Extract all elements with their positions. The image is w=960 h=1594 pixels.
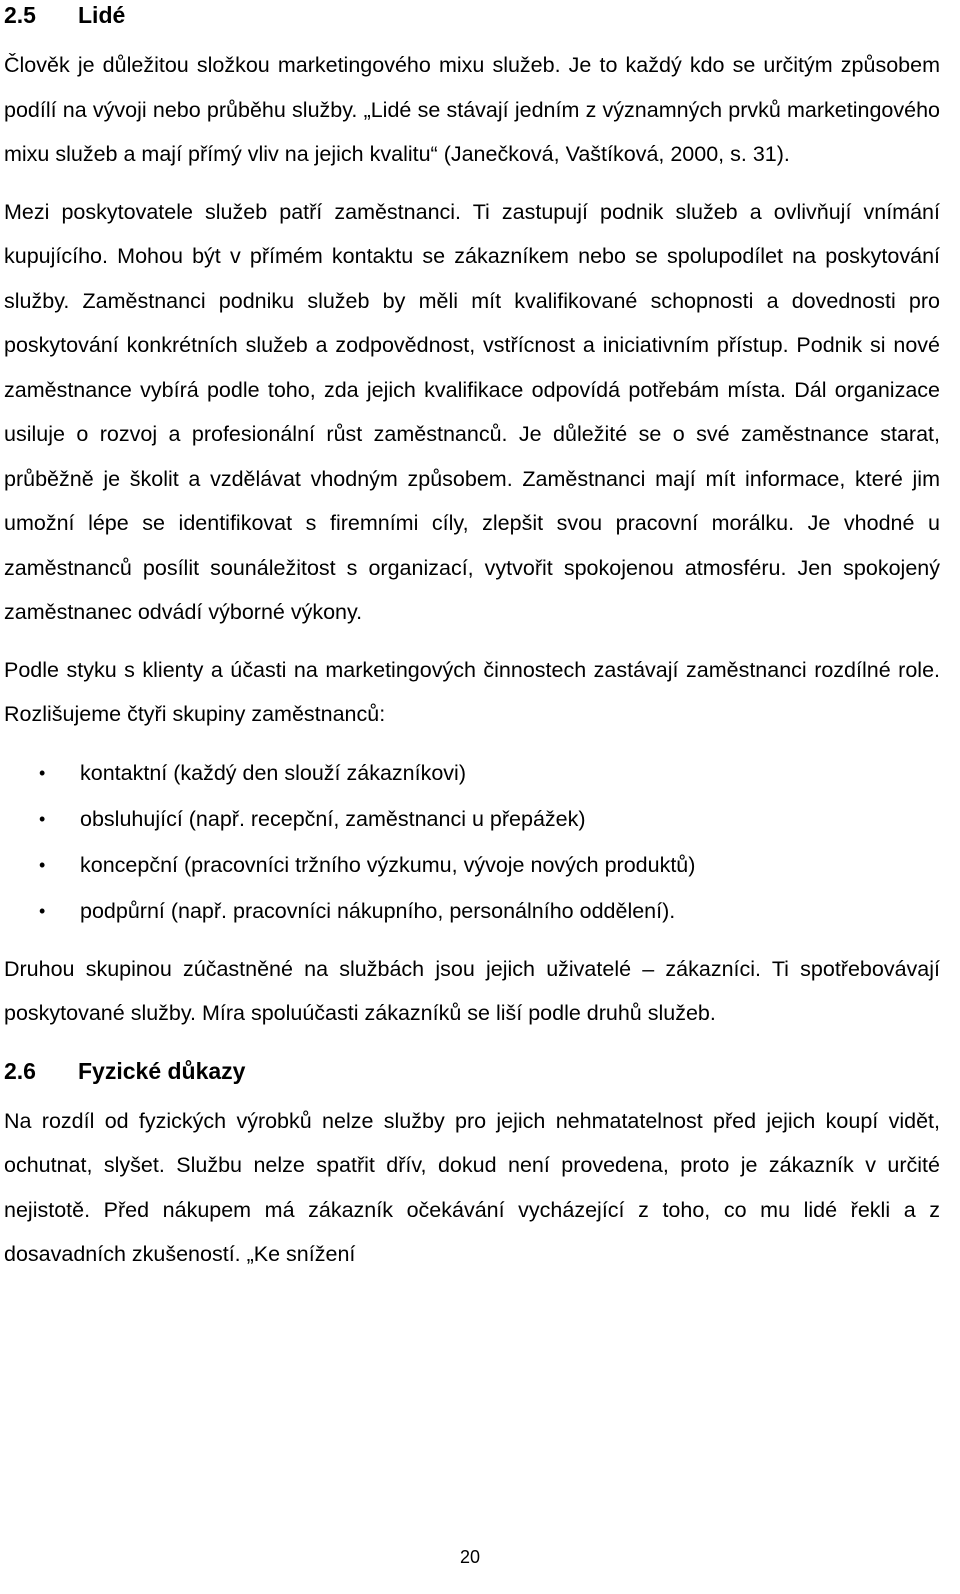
list-item-text: podpůrní (např. pracovníci nákupního, personálního oddělení). xyxy=(80,898,676,923)
list-item-text: obsluhující (např. recepční, zaměstnanci u přepážek) xyxy=(80,806,586,831)
section-number: 2.6 xyxy=(4,1057,36,1084)
section-heading-lide xyxy=(4,0,940,30)
section-number: 2.5 xyxy=(4,2,36,28)
document-page xyxy=(4,0,940,1277)
list-item xyxy=(4,796,940,842)
list-item xyxy=(4,750,940,796)
list-item-text: koncepční (pracovníci tržního výzkumu, vývoje nových produktů) xyxy=(80,852,696,877)
bullet-icon: • xyxy=(39,762,46,783)
bullet-icon: • xyxy=(39,808,46,829)
section-title: Fyzické důkazy xyxy=(78,1057,246,1084)
bullet-icon: • xyxy=(39,854,46,875)
paragraph: Člověk je důležitou složkou marketingového mixu služeb. Je to každý kdo se určitým způsobem podílí na vývoji nebo průběhu služby. „Lidé se stávají jedním z významných prvků marketingového mixu služeb a mají přímý vliv na jejich kvalitu“ (Janečková, Vaštíková, 2000, s. 31). xyxy=(4,53,940,166)
employee-groups-list xyxy=(4,750,940,934)
list-item-text: kontaktní (každý den slouží zákazníkovi) xyxy=(80,760,466,785)
list-item xyxy=(4,842,940,888)
section-title: Lidé xyxy=(78,2,126,28)
paragraph: Mezi poskytovatele služeb patří zaměstnanci. Ti zastupují podnik služeb a ovlivňují vnímání kupujícího. Mohou být v přímém kontaktu se zákazníkem nebo se spolupodílet na poskytování služby. Zaměstnanci podniku služeb by měli mít kvalifikované schopnosti a dovednosti pro poskytování konkrétních služeb a zodpovědnost, vstřícnost a iniciativním přístup. Podnik si nové zaměstnance vybírá podle toho, zda jejich kvalifikace odpovídá potřebám místa. Dál organizace usiluje o rozvoj a profesionální růst zaměstnanců. Je důležité se o své zaměstnance starat, průběžně je školit a vzdělávat vhodným způsobem. Zaměstnanci mají mít informace, které jim umožní lépe se identifikovat s firemními cíly, zlepšit svou pracovní morálku. Je vhodné u zaměstnanců posílit sounáležitost s organizací, vytvořit spokojenou atmosféru. Jen spokojený zaměstnanec odvádí výborné výkony. xyxy=(4,199,940,624)
paragraph: Druhou skupinou zúčastněné na službách jsou jejich uživatelé – zákazníci. Ti spotřebovávají poskytované služby. Míra spoluúčasti zákazníků se liší podle druhů služeb. xyxy=(4,956,940,1025)
bullet-icon: • xyxy=(39,900,46,921)
paragraph: Podle styku s klienty a účasti na marketingových činnostech zastávají zaměstnanci rozdílné role. Rozlišujeme čtyři skupiny zaměstnanců: xyxy=(4,657,940,726)
page-number: 20 xyxy=(459,1547,481,1567)
list-item xyxy=(4,888,940,934)
section-heading-fyzicke-dukazy xyxy=(4,1056,940,1086)
paragraph: Na rozdíl od fyzických výrobků nelze služby pro jejich nehmatatelnost před jejich koupí vidět, ochutnat, slyšet. Službu nelze spatřit dřív, dokud není provedena, proto je zákazník v určité nejistotě. Před nákupem má zákazník očekávání vycházející z toho, co mu lidé řekli a z dosavadních zkušeností. „Ke snížení xyxy=(4,1108,940,1266)
